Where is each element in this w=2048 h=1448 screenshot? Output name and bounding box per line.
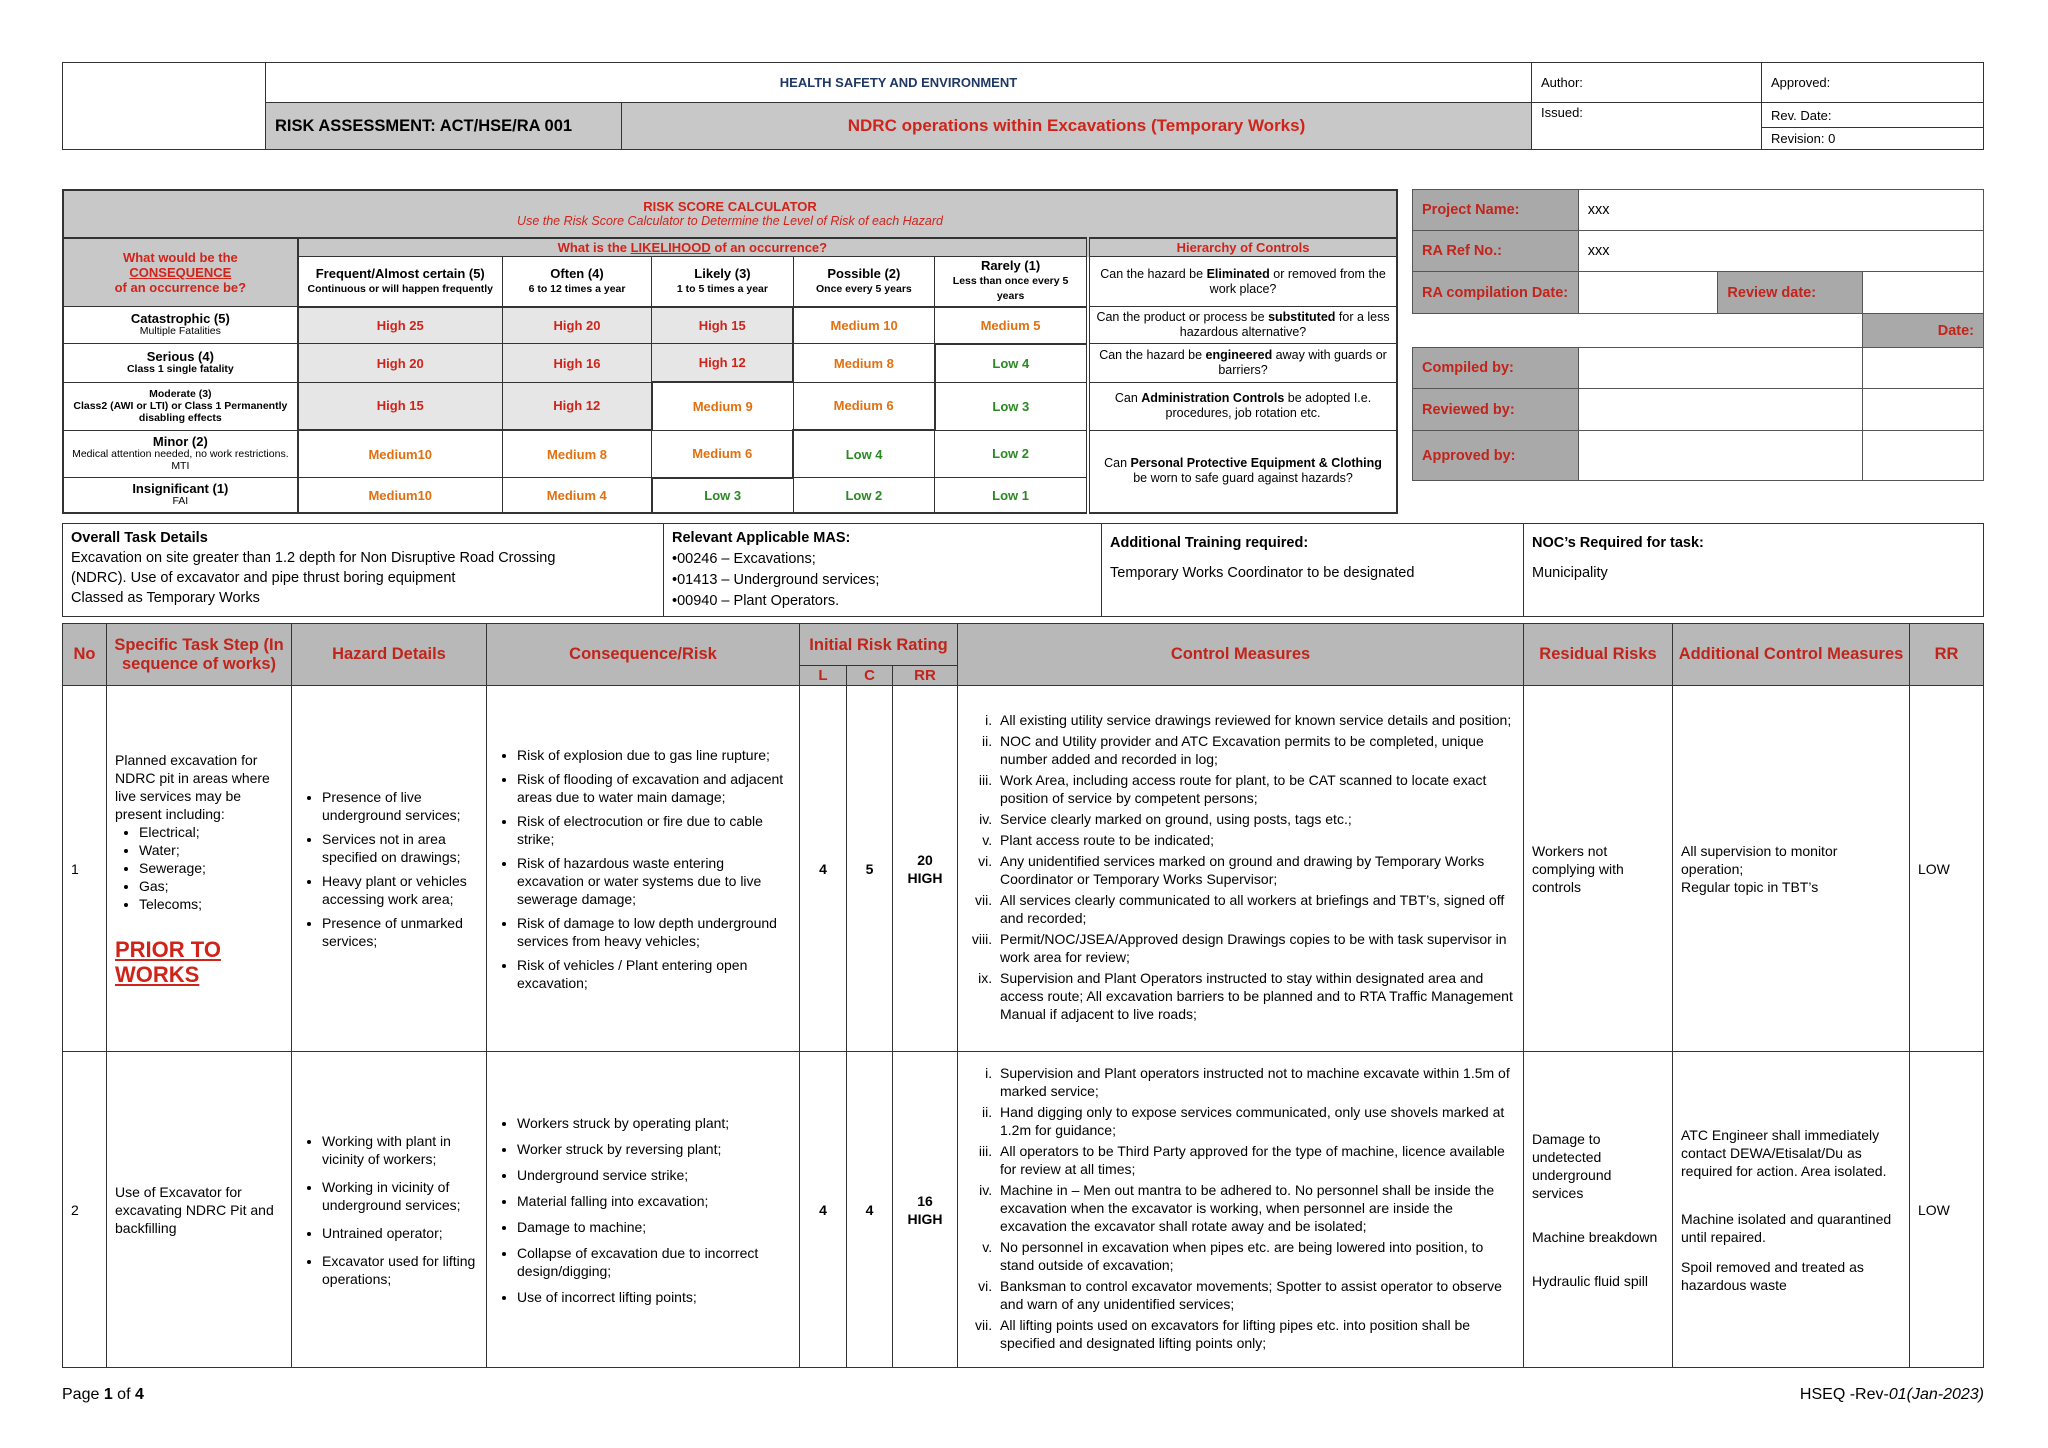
consequence-list (495, 1114, 791, 1306)
noc-text: Municipality (1532, 565, 1608, 581)
col-rr2: RR (1910, 624, 1984, 686)
hazard-item: • Working in vicinity of underground services; (322, 1178, 478, 1214)
score-cell: High 15 (652, 307, 793, 344)
consequence-item: • Damage to machine; (517, 1218, 791, 1236)
noc-title: NOC’s Required for task: (1532, 535, 1704, 551)
issued-field: Issued: (1532, 103, 1762, 150)
score-cell: High 20 (298, 344, 503, 382)
control-item: ii. NOC and Utility provider and ATC Excavation permits to be completed, unique number added and recorded in log; (996, 732, 1515, 768)
rr-number: 20 (917, 851, 933, 868)
revision-field: Revision: 0 (1762, 127, 1984, 149)
department-title: HEALTH SAFETY AND ENVIRONMENT (266, 63, 1532, 103)
score-cell: Low 1 (935, 478, 1088, 513)
row-rr2: LOW (1910, 1052, 1984, 1368)
consequence-item: • Material falling into excavation; (517, 1192, 791, 1210)
row-no: 1 (63, 686, 107, 1052)
col-l: L (800, 666, 847, 686)
additional-item: All supervision to monitor operation; (1681, 842, 1838, 877)
hazard-item: • Heavy plant or vehicles accessing work area; (322, 872, 478, 908)
additional-item: Regular topic in TBT’s (1681, 878, 1819, 895)
additional-item: Spoil removed and treated as hazardous waste (1681, 1258, 1864, 1293)
document-header (62, 62, 1984, 150)
row-step (107, 686, 292, 1052)
control-item: vi. Any unidentified services marked on ground and drawing by Temporary Works Coordinator or Temporary Works Supervisor; (996, 852, 1515, 888)
additional-item: Machine isolated and quarantined until repaired. (1681, 1210, 1892, 1245)
row-rr2: LOW (1910, 686, 1984, 1052)
hazard-list (300, 788, 478, 950)
hazard-list (300, 1132, 478, 1288)
control-list (960, 1064, 1515, 1352)
lik-q3: of an occurrence? (710, 240, 828, 256)
control-item: viii. Permit/NOC/JSEA/Approved design Drawings copies to be with task supervisor in work area for review; (996, 930, 1515, 966)
control-item: v. No personnel in excavation when pipes etc. are being lowered into position, to stand outside of excavation; (996, 1238, 1515, 1274)
hazard-item: • Services not in area specified on drawings; (322, 830, 478, 866)
mas-title: Relevant Applicable MAS: (672, 530, 851, 546)
cons-q1: What would be the (122, 249, 238, 265)
consequence-item: • Use of incorrect lifting points; (517, 1288, 791, 1306)
likelihood-5: Frequent/Almost certain (5) Continuous or will happen frequently (298, 257, 503, 307)
row-residual (1524, 686, 1673, 1052)
consequence-item: • Underground service strike; (517, 1166, 791, 1184)
row-c: 5 (847, 686, 893, 1052)
residual-item: Damage to undetected underground services (1532, 1130, 1612, 1201)
score-cell: High 12 (652, 344, 793, 382)
residual-item: Hydraulic fluid spill (1532, 1272, 1648, 1289)
row-hazards (292, 1052, 487, 1368)
col-rr: RR (893, 666, 958, 686)
approved-date-value (1863, 431, 1984, 481)
step-item: • Telecoms; (139, 895, 283, 913)
col-no: No (63, 624, 107, 686)
step-text: Planned excavation for NDRC pit in areas where live services may be present including: (115, 751, 270, 822)
row-rr (893, 1052, 958, 1368)
mas-item: • 00940 – Plant Operators. (672, 591, 1093, 612)
ra-title: NDRC operations within Excavations (Temporary Works) (622, 103, 1532, 150)
hazard-item: • Presence of live underground services; (322, 788, 478, 824)
col-c: C (847, 666, 893, 686)
hoc-ppe: Can Personal Protective Equipment & Clothing be worn to safe guard against hazards? (1088, 430, 1397, 513)
mas-cell (664, 524, 1102, 617)
training-title: Additional Training required: (1110, 535, 1309, 551)
score-cell: Medium 6 (793, 382, 934, 430)
revision-footer (1800, 1386, 1984, 1404)
rr-number: 16 (917, 1192, 933, 1209)
author-field: Author: (1532, 63, 1762, 103)
control-item: ii. Hand digging only to expose services communicated, only use shovels marked at 1.2m for guidance; (996, 1103, 1515, 1139)
row-consequences (487, 1052, 800, 1368)
page-total: 4 (134, 1386, 144, 1403)
reviewed-date-value (1863, 389, 1984, 431)
likelihood-question (298, 238, 1088, 257)
overall-title: Overall Task Details (71, 530, 208, 546)
cons-q2: CONSEQUENCE (129, 264, 232, 280)
consequence-list (495, 746, 791, 992)
risk-score-calculator (62, 189, 1398, 514)
score-cell: Medium 8 (502, 430, 651, 478)
hazard-item: • Untrained operator; (322, 1224, 478, 1242)
mas-item: • 01413 – Underground services; (672, 570, 1093, 591)
control-item: ix. Supervision and Plant Operators instructed to stay within designated area and access route; All excavation barriers to be planned and to RTA Traffic Management Manual if adjacent to live roads; (996, 969, 1515, 1023)
hoc-eliminate: Can the hazard be Eliminated or removed from the work place? (1088, 257, 1397, 307)
hazard-item: • Presence of unmarked services; (322, 914, 478, 950)
consequence-3: Moderate (3) Class2 (AWI or LTI) or Class 1 Permanently disabling effects (63, 382, 298, 430)
rr-level: HIGH (907, 1210, 943, 1227)
row-c: 4 (847, 1052, 893, 1368)
likelihood-2: Possible (2) Once every 5 years (793, 257, 934, 307)
calc-title-cell (63, 190, 1397, 238)
col-hazard: Hazard Details (292, 624, 487, 686)
row-rr (893, 686, 958, 1052)
approved-field: Approved: (1762, 63, 1984, 103)
review-date-label: Review date: (1718, 272, 1863, 314)
compilation-date-value (1578, 272, 1718, 314)
control-item: vii. All lifting points used on excavators for lifting pipes etc. into position shall be specified and designated lifting points only; (996, 1316, 1515, 1352)
col-consequence: Consequence/Risk (487, 624, 800, 686)
date-label: Date: (1863, 314, 1984, 348)
consequence-question (63, 238, 298, 307)
consequence-1: Insignificant (1) FAI (63, 478, 298, 513)
score-cell: Medium 6 (652, 430, 793, 478)
row-residual (1524, 1052, 1673, 1368)
consequence-item: • Risk of explosion due to gas line rupture; (517, 746, 791, 764)
row-l: 4 (800, 686, 847, 1052)
row-step (107, 1052, 292, 1368)
page-prefix: Page (62, 1386, 104, 1403)
score-cell: High 12 (502, 382, 651, 430)
score-cell: Medium10 (298, 430, 503, 478)
score-cell: Medium 4 (502, 478, 651, 513)
row-l: 4 (800, 1052, 847, 1368)
compiled-by-label: Compiled by: (1413, 348, 1579, 389)
score-cell: Low 2 (935, 430, 1088, 478)
control-item: i. Supervision and Plant operators instructed not to machine excavate within 1.5m of marked service; (996, 1064, 1515, 1100)
control-item: v. Plant access route to be indicated; (996, 831, 1515, 849)
score-cell: High 16 (502, 344, 651, 382)
overall-line: Excavation on site greater than 1.2 depth for Non Disruptive Road Crossing (71, 550, 556, 566)
row-controls (958, 1052, 1524, 1368)
compilation-date-label: RA compilation Date: (1413, 272, 1579, 314)
hoc-title: Hierarchy of Controls (1088, 238, 1397, 257)
consequence-item: • Collapse of excavation due to incorrect design/digging; (517, 1244, 791, 1280)
likelihood-3: Likely (3) 1 to 5 times a year (652, 257, 793, 307)
calc-title: RISK SCORE CALCULATOR (643, 199, 817, 215)
lik-q1: What is the (557, 240, 631, 256)
consequence-item: • Risk of damage to low depth underground services from heavy vehicles; (517, 914, 791, 950)
consequence-item: • Risk of flooding of excavation and adjacent areas due to water main damage; (517, 770, 791, 806)
row-consequences (487, 686, 800, 1052)
noc-cell (1524, 524, 1984, 617)
ra-ref-value: xxx (1578, 231, 1983, 272)
hazard-item: • Excavator used for lifting operations; (322, 1252, 478, 1288)
score-cell: High 15 (298, 382, 503, 430)
score-cell: Medium 5 (935, 307, 1088, 344)
reviewed-by-label: Reviewed by: (1413, 389, 1579, 431)
row-no: 2 (63, 1052, 107, 1368)
col-control: Control Measures (958, 624, 1524, 686)
project-name-label: Project Name: (1413, 190, 1579, 231)
reviewed-by-value (1578, 389, 1862, 431)
spacer (1413, 314, 1863, 348)
consequence-item: • Risk of electrocution or fire due to cable strike; (517, 812, 791, 848)
score-cell: Medium 9 (652, 382, 793, 430)
consequence-4: Serious (4) Class 1 single fatality (63, 344, 298, 382)
overall-task-details (62, 523, 1984, 617)
score-cell: Low 4 (793, 430, 934, 478)
table-row (63, 686, 1984, 1052)
review-date-value (1863, 272, 1984, 314)
row-additional (1673, 686, 1910, 1052)
consequence-item: • Worker struck by reversing plant; (517, 1140, 791, 1158)
hoc-engineer: Can the hazard be engineered away with guards or barriers? (1088, 344, 1397, 382)
col-step: Specific Task Step (In sequence of works) (107, 624, 292, 686)
col-residual: Residual Risks (1524, 624, 1673, 686)
mas-item: • 00246 – Excavations; (672, 549, 1093, 570)
overall-line: Classed as Temporary Works (71, 590, 260, 606)
step-list (115, 823, 283, 913)
consequence-2: Minor (2) Medical attention needed, no work restrictions. MTI (63, 430, 298, 478)
ra-code: RISK ASSESSMENT: ACT/HSE/RA 001 (266, 103, 622, 150)
control-item: i. All existing utility service drawings reviewed for known service details and position; (996, 711, 1515, 729)
lik-q2: LIKELIHOOD (630, 240, 711, 256)
step-text: Use of Excavator for excavating NDRC Pit and backfilling (115, 1183, 274, 1236)
control-item: vii. All services clearly communicated to all workers at briefings and TBT’s, signed off and recorded; (996, 891, 1515, 927)
score-cell: Low 4 (935, 344, 1088, 382)
rev-date-field: Rev. Date: (1762, 103, 1984, 127)
row-controls (958, 686, 1524, 1052)
col-additional: Additional Control Measures (1673, 624, 1910, 686)
control-item: iii. Work Area, including access route for plant, to be CAT scanned to locate exact position of service by competent persons; (996, 771, 1515, 807)
hoc-substitute: Can the product or process be substituted for a less hazardous alternative? (1088, 307, 1397, 344)
page-number (62, 1386, 144, 1404)
step-item: • Gas; (139, 877, 283, 895)
logo-area (63, 63, 266, 150)
control-item: vi. Banksman to control excavator movements; Spotter to assist operator to observe and warn of any unidentified services; (996, 1277, 1515, 1313)
approved-by-label: Approved by: (1413, 431, 1579, 481)
page-current: 1 (103, 1386, 113, 1403)
rr-level: HIGH (907, 869, 943, 886)
row-hazards (292, 686, 487, 1052)
col-initial-risk: Initial Risk Rating (800, 624, 958, 666)
consequence-5: Catastrophic (5) Multiple Fatalities (63, 307, 298, 344)
control-item: iii. All operators to be Third Party approved for the type of machine, licence available for review at all times; (996, 1142, 1515, 1178)
mas-list (672, 549, 1093, 612)
residual-item: Machine breakdown (1532, 1228, 1658, 1245)
training-cell (1102, 524, 1524, 617)
cons-q3: of an occurrence be? (114, 279, 247, 295)
consequence-item: • Risk of vehicles / Plant entering open excavation; (517, 956, 791, 992)
project-info (1412, 189, 1984, 481)
ra-ref-label: RA Ref No.: (1413, 231, 1579, 272)
risk-assessment-table (62, 623, 1984, 1368)
score-cell: Medium 10 (793, 307, 934, 344)
score-cell: Medium10 (298, 478, 503, 513)
calc-subtitle: Use the Risk Score Calculator to Determine the Level of Risk of each Hazard (517, 214, 943, 229)
step-item: • Water; (139, 841, 283, 859)
likelihood-1: Rarely (1) Less than once every 5 years (935, 257, 1088, 307)
consequence-item: • Workers struck by operating plant; (517, 1114, 791, 1132)
page-of: of (112, 1386, 135, 1403)
step-item: • Sewerage; (139, 859, 283, 877)
score-cell: Medium 8 (793, 344, 934, 382)
step-item: • Electrical; (139, 823, 283, 841)
rev-prefix: HSEQ -Rev- (1799, 1386, 1889, 1403)
project-name-value: xxx (1578, 190, 1983, 231)
table-row (63, 1052, 1984, 1368)
hazard-item: • Working with plant in vicinity of workers; (322, 1132, 478, 1168)
control-item: iv. Machine in – Men out mantra to be adhered to. No personnel shall be inside the excavation when the excavator is working, when personnel are inside the excavation the excavator shall rotate away and be isolated; (996, 1181, 1515, 1235)
control-list (960, 711, 1515, 1023)
score-cell: High 25 (298, 307, 503, 344)
residual-item: Workers not complying with controls (1532, 842, 1624, 895)
row-additional (1673, 1052, 1910, 1368)
rev-value: 01(Jan-2023) (1888, 1386, 1984, 1403)
likelihood-4: Often (4) 6 to 12 times a year (502, 257, 651, 307)
training-text: Temporary Works Coordinator to be designated (1110, 565, 1415, 581)
compiled-by-value (1578, 348, 1862, 389)
consequence-item: • Risk of hazardous waste entering excavation or water systems due to live sewerage damage; (517, 854, 791, 908)
control-item: iv. Service clearly marked on ground, using posts, tags etc.; (996, 810, 1515, 828)
overall-task-cell (63, 524, 664, 617)
hoc-admin: Can Administration Controls be adopted I.e. procedures, job rotation etc. (1088, 382, 1397, 430)
score-cell: Low 3 (935, 382, 1088, 430)
prior-to-works: PRIOR TO WORKS (115, 936, 221, 987)
compiled-date-value (1863, 348, 1984, 389)
additional-item: ATC Engineer shall immediately contact DEWA/Etisalat/Du as required for action. Area isolated. (1681, 1126, 1887, 1179)
score-cell: Low 3 (652, 478, 793, 513)
score-cell: High 20 (502, 307, 651, 344)
score-cell: Low 2 (793, 478, 934, 513)
overall-line: (NDRC). Use of excavator and pipe thrust boring equipment (71, 570, 456, 586)
approved-by-value (1578, 431, 1862, 481)
